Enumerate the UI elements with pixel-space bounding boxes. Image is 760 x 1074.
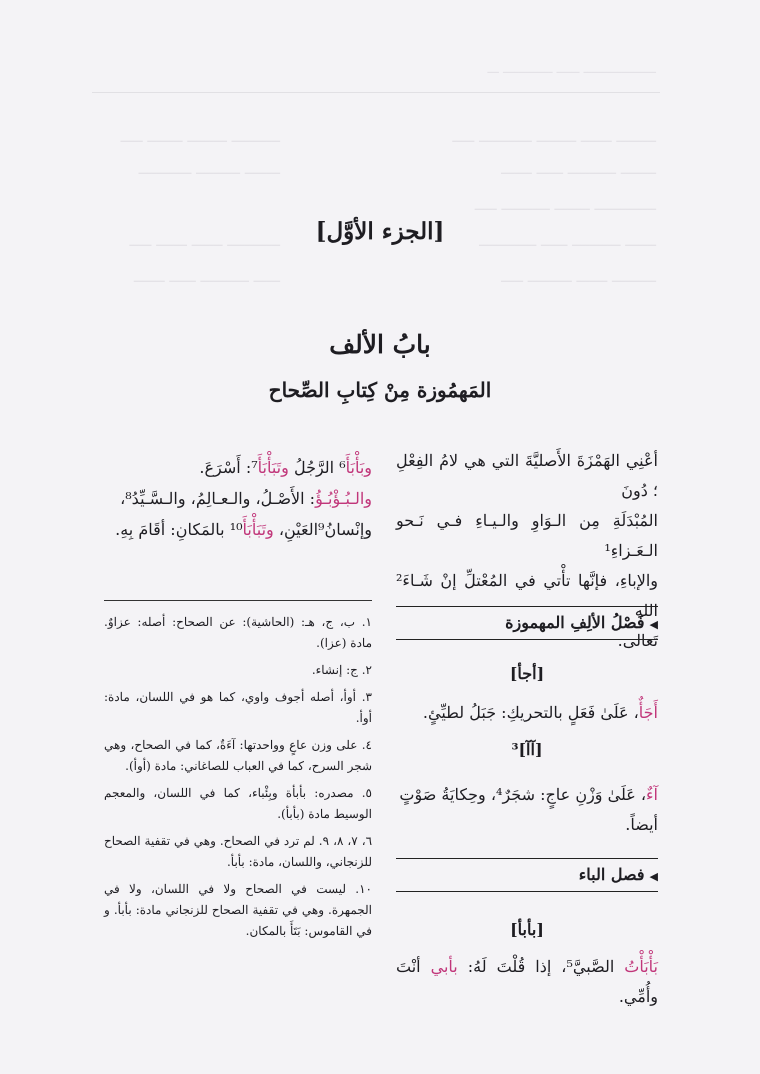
- section-title: فَصْلُ الألِفِ المهموزة: [505, 613, 645, 632]
- entry-definition: الصَّبيَّ⁵، إذا قُلْتَ لَهُ:: [457, 957, 625, 976]
- entry-head-aa: [آآ]³: [511, 740, 543, 759]
- footnote: ٦، ٧، ٨، ٩. لم ترد في الصحاح. وهي في تقفية الصحاح للزنجاني، واللسان، مادة: بأبأ.: [104, 834, 373, 869]
- text-line: [104, 452, 372, 483]
- intro-line: أعْنِي الهَمْزَةَ الأَصليَّةَ التي هي لامُ الفِعْلِ ؛ دُونَ: [396, 451, 658, 500]
- entry-word: بأبي: [430, 957, 458, 976]
- text-line: [104, 514, 372, 545]
- entry-definition: أيضاً.: [625, 815, 658, 834]
- chapter-title: بابُ الألف: [329, 330, 431, 359]
- triangle-marker-icon: ◀: [649, 870, 658, 883]
- bleed-through-text: ــــــــــ ـــــــ ــــــــــ ـــــ: [501, 268, 656, 286]
- intro-line: والإباءِ، فإنَّها تأْتي في المُعْتلِّ إنْ شَـاءَ² الله: [396, 571, 658, 620]
- chapter-subtitle: المَهمُوزة مِنْ كِتابِ الصِّحاح: [268, 378, 492, 402]
- entry-word: وتَبَأْبَأَ: [257, 458, 289, 477]
- entry-word: وتَبَأْبَأَ: [242, 520, 274, 539]
- intro-line: المُبْدَلَةِ مِن الـوَاوِ والـيـاءِ فـي نَـحو الـعَـزاءِ¹: [396, 511, 658, 560]
- bleed-through-text: ـــــــ ـــــــــــ ــــــ ـــــــــــــ: [479, 232, 656, 250]
- footnote: ١٠. ليست في الصحاح ولا في اللسان، ولا في الجمهرة. وهي في تقفية الصحاح للزنجاني مادة: بأبأ. و في القاموس: بَتَأَ بالمكان.: [104, 882, 372, 938]
- entry-definition: ، عَلَىٰ وَزْنِ عاجٍ: شجَرٌ⁴، وحِكايَةُ صَوْتٍ: [399, 785, 647, 804]
- entry-head-ajaa: [أجأ]: [509, 664, 545, 683]
- footnotes: [104, 612, 372, 948]
- intro-line: تَعالى.: [617, 631, 658, 650]
- footnote: ٥. مصدره: بأبأة وبِئْباء، كما في اللسان، والمعجم الوسيط مادة (بأبأ).: [104, 786, 372, 821]
- entry-word: أَجَأٌ: [638, 703, 658, 722]
- entry-definition: أنْتَ وأُمِّي.: [396, 957, 658, 1006]
- bleed-through-text: ــــــــــــــ ــــــــ ـــــــــــ ـــــ: [474, 196, 656, 214]
- footnote: ١. ب، ج، هـ: (الحاشية): عن الصحاح: أصله: عزاوٌ. مادة (عزا).: [104, 615, 372, 650]
- bleed-through-text: ـــــــــ ـــــــ ـــــــــ ــــــــــــ ـــــ: [452, 128, 656, 146]
- entry-word: بَأْبَأْتُ: [624, 957, 658, 976]
- footnote: ٣. أوأ، أصله أجوف واوي، كما هو في اللسان، مادة: أوأ.: [104, 690, 372, 725]
- bleed-through-rule: [92, 92, 660, 93]
- part-title: [الجزء الأوَّل]: [315, 218, 445, 245]
- entry-word: والـبُـؤْبُـؤُ: [315, 489, 372, 508]
- bleed-through-text: ــــــــــــ ـــــــ ـــــــ ـــــ: [129, 232, 280, 250]
- footnote-rule: [104, 600, 372, 601]
- entry-word: وبَأْبَأَ: [345, 458, 372, 477]
- section-title: فصل الباء: [578, 865, 645, 884]
- bleed-through-text: ــــــــ ــــــــــ ــــــــــــ: [138, 160, 280, 178]
- entry-word: آءٌ: [646, 785, 658, 804]
- entry-definition: : الأَصْـلُ، والـعـالِمُ، والـسَّـيِّدُ⁸،: [120, 489, 316, 508]
- entry-definition: ⁷: أَسْرَعَ.: [199, 458, 258, 477]
- footnote: ٤. على وزن عاعٍ وواحدتها: آءَةٌ، كما في الصحاح، وهي شجر السرح، كما في العباب للصاغاني: مادة (أوأ).: [104, 738, 372, 773]
- triangle-marker-icon: ◀: [649, 618, 658, 631]
- entry-head-baba: [بأبأ]: [510, 920, 544, 939]
- bleed-through-text: ــــــ ـــــــــــ ــــــ ـــــــ: [133, 268, 280, 286]
- bleed-through-text: ـــــــــــ ـــــــــ ــــــــ ـــــ: [120, 128, 280, 146]
- bleed-through-header: ـــــــــــــــــــ ــــــ ـــــــــــــ ـــ: [487, 62, 656, 77]
- entry-definition: وإنْسانُ⁹العَيْنِ،: [273, 520, 372, 539]
- bleed-through-text: ــــــــ ـــــــــــ ــــــ ـــــــ: [501, 160, 656, 178]
- entry-definition: ¹⁰ بالمَكانِ: أقَامَ بِهِ.: [115, 520, 243, 539]
- entry-definition: ⁶ الرَّجُلُ: [288, 458, 346, 477]
- entry-text-aa: [396, 780, 658, 840]
- entry-definition: ، عَلَىٰ فَعَلٍ بالتحريكِ: جَبَلُ لطيِّئٍ.: [422, 703, 639, 722]
- section-header-hamza: [396, 606, 658, 640]
- left-column-text: [104, 452, 372, 545]
- footnote: ٢. ج: إنشاء.: [311, 663, 372, 677]
- entry-text-baba: [396, 952, 658, 1012]
- section-header-baa: [396, 858, 658, 892]
- text-line: [104, 483, 372, 514]
- entry-text-ajaa: [396, 698, 658, 728]
